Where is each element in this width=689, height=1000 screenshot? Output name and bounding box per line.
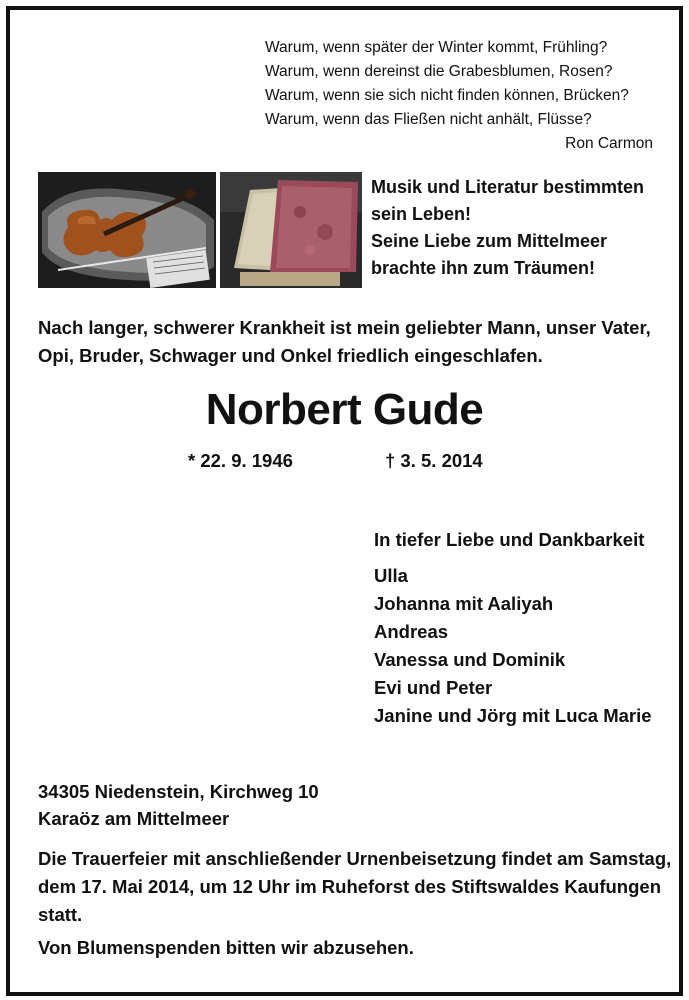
violin-photo	[38, 172, 216, 288]
poem	[265, 36, 653, 156]
death-date: † 3. 5. 2014	[385, 450, 483, 471]
poem-line: Warum, wenn sie sich nicht finden können, Brücken?	[265, 87, 629, 104]
announcement-text	[38, 314, 658, 370]
announcement-line: Opi, Bruder, Schwager und Onkel friedlich eingeschlafen.	[38, 345, 543, 366]
quote-line: Seine Liebe zum Mittelmeer	[371, 231, 608, 251]
poem-line: Warum, wenn dereinst die Grabesblumen, Rosen?	[265, 63, 613, 80]
deceased-name: Norbert Gude	[205, 385, 484, 434]
address-line: Karaöz am Mittelmeer	[38, 808, 230, 829]
life-quote	[371, 174, 661, 282]
birth-date: * 22. 9. 1946	[188, 450, 293, 471]
flowers-note: Von Blumenspenden bitten wir abzusehen.	[38, 937, 414, 958]
mourners-list	[374, 526, 674, 730]
poem-line: Warum, wenn später der Winter kommt, Frühling?	[265, 39, 608, 56]
mourner-name: Vanessa und Dominik	[374, 649, 566, 670]
mourner-name: Evi und Peter	[374, 677, 493, 698]
mourner-name: Johanna mit Aaliyah	[374, 593, 554, 614]
quote-line: brachte ihn zum Träumen!	[371, 258, 596, 278]
address	[38, 778, 658, 832]
books-photo	[220, 172, 362, 288]
mourner-name: Andreas	[374, 621, 449, 642]
quote-line: Musik und Literatur bestimmten	[371, 177, 645, 197]
mourner-name: Janine und Jörg mit Luca Marie	[374, 705, 652, 726]
ceremony-info	[38, 845, 672, 929]
poem-line: Warum, wenn das Fließen nicht anhält, Flüsse?	[265, 111, 592, 128]
ceremony-line: statt.	[38, 904, 83, 925]
quote-line: sein Leben!	[371, 204, 472, 224]
address-line: 34305 Niedenstein, Kirchweg 10	[38, 781, 319, 802]
announcement-line: Nach langer, schwerer Krankheit ist mein geliebter Mann, unser Vater,	[38, 317, 651, 338]
mourners-heading: In tiefer Liebe und Dankbarkeit	[374, 529, 645, 550]
mourner-name: Ulla	[374, 565, 408, 586]
ceremony-line: Die Trauerfeier mit anschließender Urnenbeisetzung findet am Samstag,	[38, 848, 672, 869]
poem-author: Ron Carmon	[565, 135, 653, 152]
ceremony-line: dem 17. Mai 2014, um 12 Uhr im Ruheforst des Stiftswaldes Kaufungen	[38, 876, 661, 897]
